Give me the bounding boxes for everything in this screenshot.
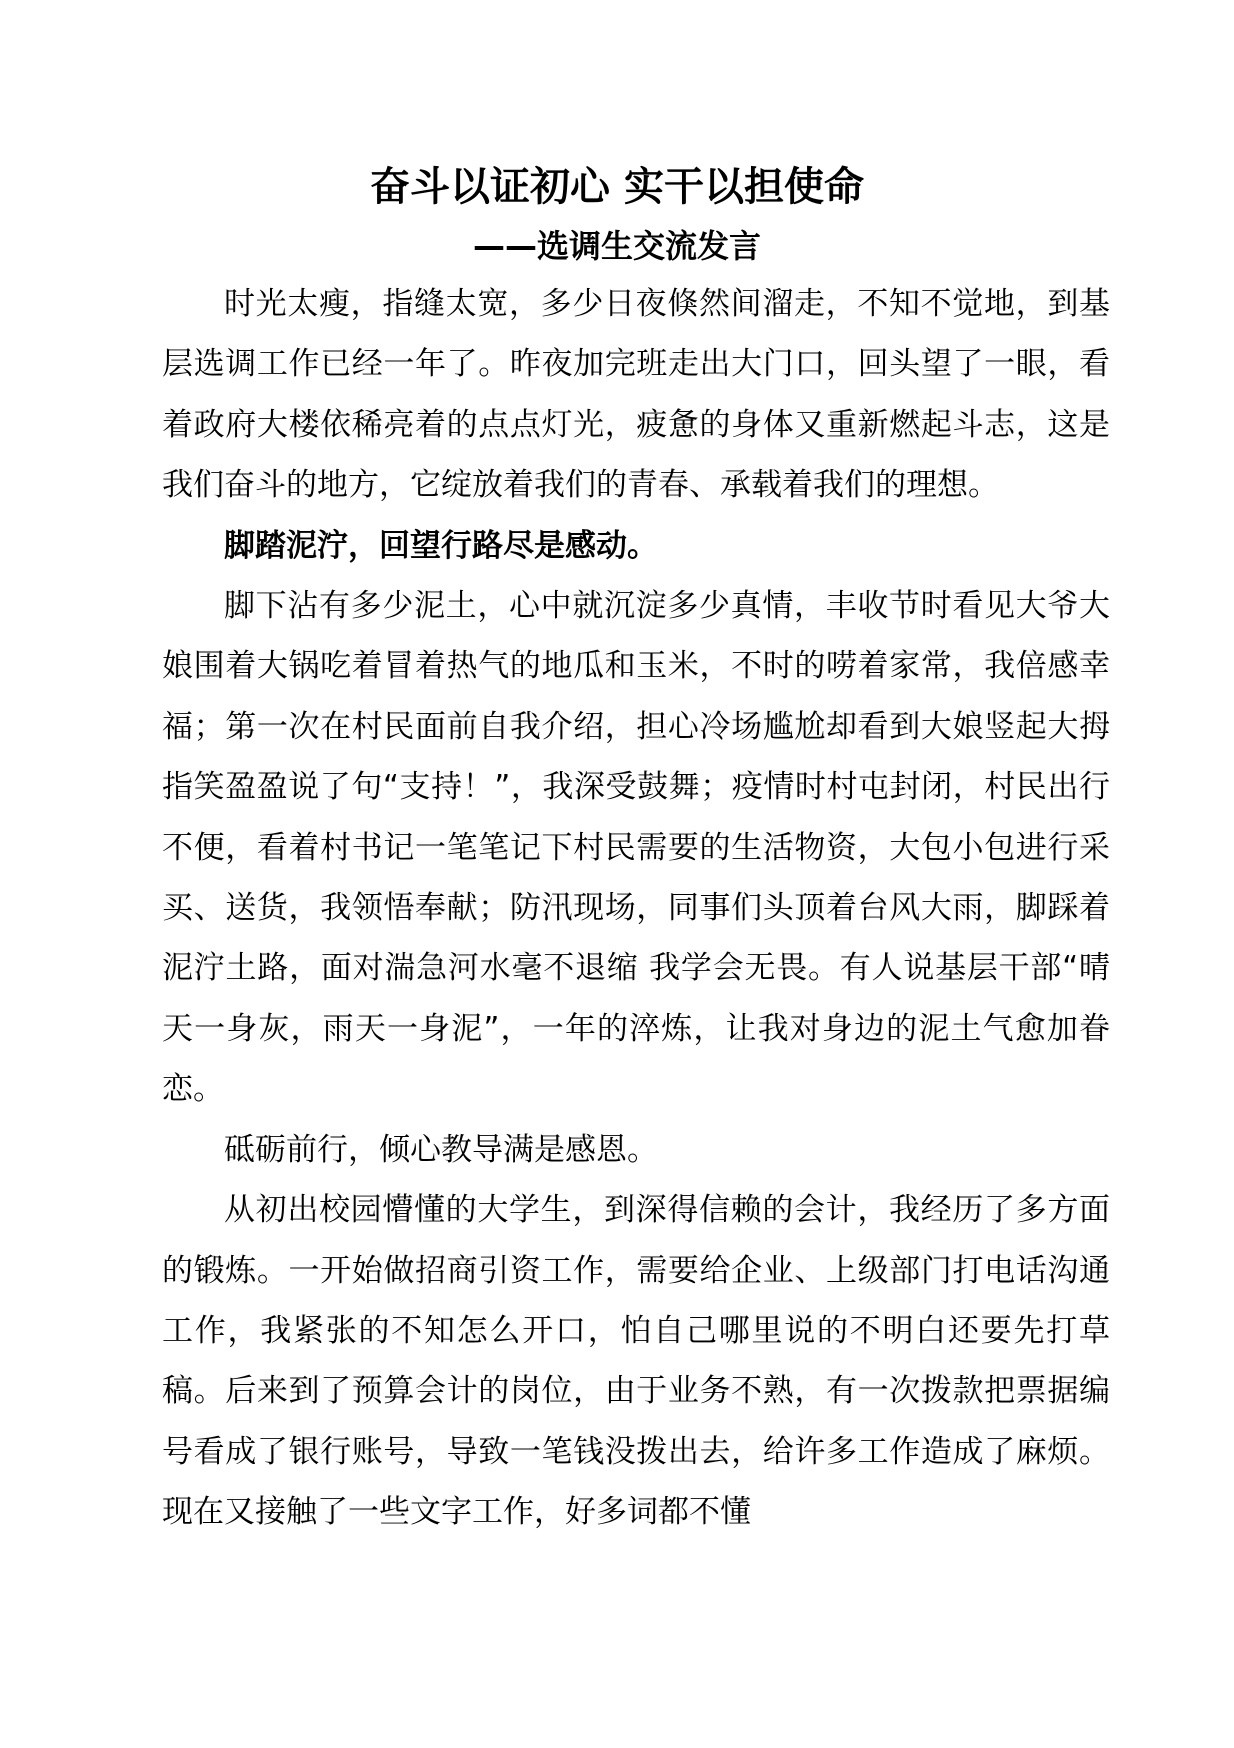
paragraph-work-growth: 从初出校园懵懂的大学生，到深得信赖的会计，我经历了多方面的锻炼。一开始做招商引资工作，需要给企业、上级部门打电话沟通工作，我紧张的不知怎么开口，怕自己哪里说的不明白还要先打草稿。后来到了预算会计的岗位，由于业务不熟，有一次拨款把票据编号看成了银行账号，导致一笔钱没拨出去，给许多工作造成了麻烦。现在又接触了一些文字工作，好多词都不懂 xyxy=(162,1192,1110,1531)
section-heading-gratitude: 砥砺前行，倾心教导满是感恩。 xyxy=(224,1131,658,1168)
paragraph-intro: 时光太瘦，指缝太宽，多少日夜倏然间溜走，不知不觉地，到基层选调工作已经一年了。昨夜加完班走出大门口，回头望了一眼，看着政府大楼依稀亮着的点点灯光，疲惫的身体又重新燃起斗志，这是我们奋斗的地方，它绽放着我们的青春、承载着我们的理想。 xyxy=(162,286,1110,504)
paragraph-grassroots-experience: 脚下沾有多少泥土，心中就沉淀多少真情，丰收节时看见大爷大娘围着大锅吃着冒着热气的地瓜和玉米，不时的唠着家常，我倍感幸福；第一次在村民面前自我介绍，担心冷场尴尬却看到大娘竖起大拇指笑盈盈说了句“支持！”，我深受鼓舞；疫情时村屯封闭，村民出行不便，看着村书记一笔笔记下村民需要的生活物资，大包小包进行采买、送货，我领悟奉献；防汛现场，同事们头顶着台风大雨，脚踩着泥泞土路，面对湍急河水毫不退缩 我学会无畏。有人说基层干部“晴天一身灰，雨天一身泥”，一年的淬炼，让我对身边的泥土气愈加眷恋。 xyxy=(162,588,1110,1108)
document-body xyxy=(162,274,1110,1543)
section-heading-mud-road: 脚踏泥泞，回望行路尽是感动。 xyxy=(224,527,658,564)
document-subtitle: ——选调生交流发言 xyxy=(472,227,761,265)
document-title: 奋斗以证初心 实干以担使命 xyxy=(370,164,864,210)
